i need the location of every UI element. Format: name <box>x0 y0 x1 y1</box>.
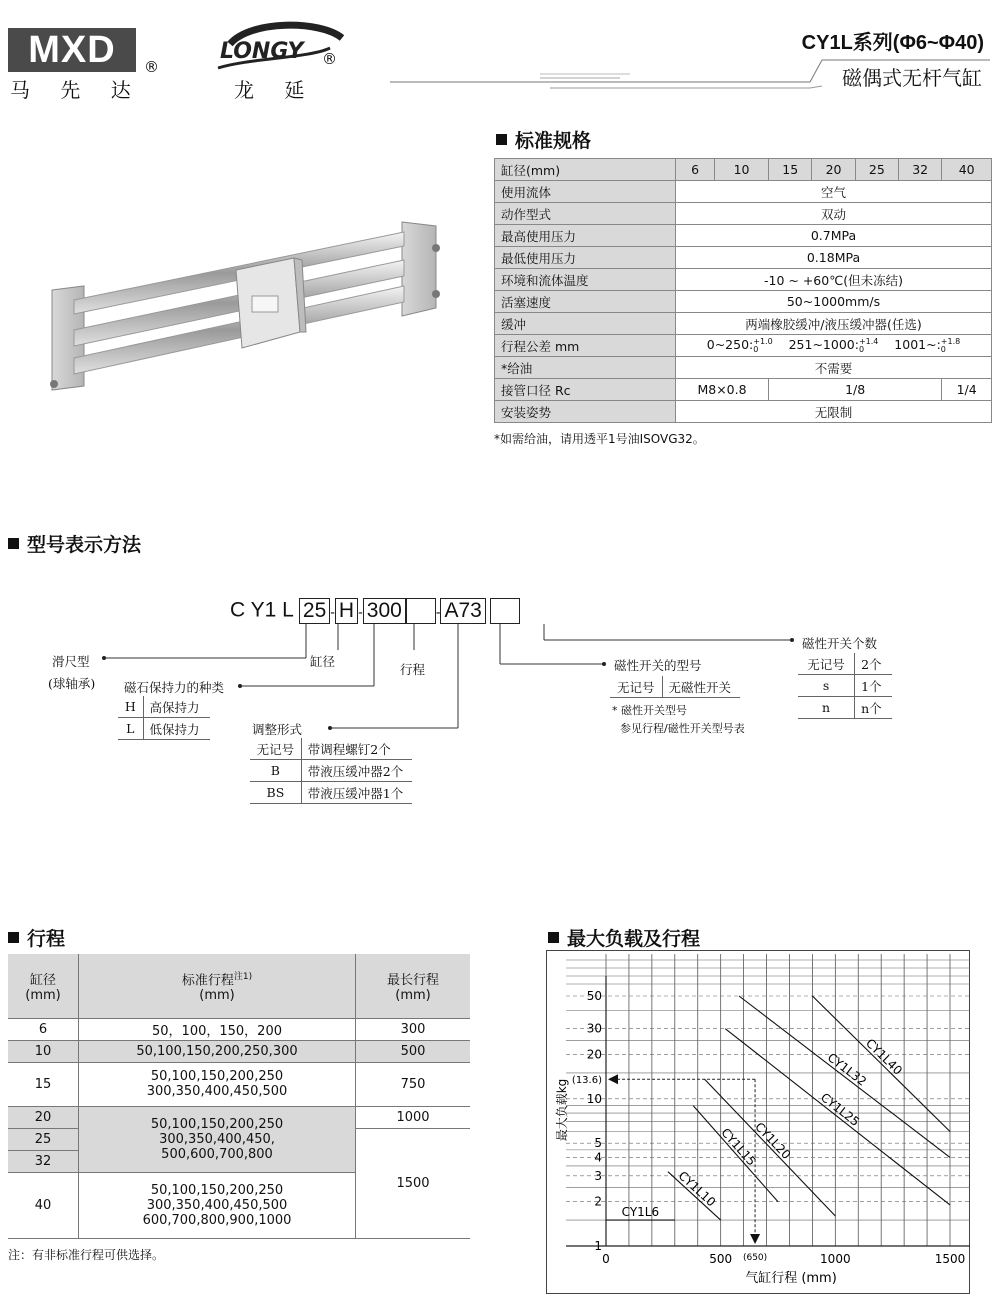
stroke-footnote: 注：有非标准行程可供选择。 <box>8 1248 165 1262</box>
y-tick-label: 10 <box>586 1091 602 1106</box>
magnet-options-table <box>118 696 210 740</box>
spec-heading: 标准规格 <box>496 126 591 153</box>
heading-square-icon <box>496 134 507 145</box>
bore-value: 32 <box>898 159 941 181</box>
mxd-logo: MXD <box>8 28 136 72</box>
spec-label: 活塞速度 <box>495 291 676 313</box>
spec-value: 空气 <box>676 181 992 203</box>
spec-value: 不需要 <box>676 357 992 379</box>
table-row: 无记号 2个 <box>798 653 892 675</box>
mxd-registered-mark: ® <box>144 58 159 76</box>
spec-value: 50~1000mm/s <box>676 291 992 313</box>
annotation-label: (13.6) <box>571 1075 602 1087</box>
bore-value: 25 <box>855 159 898 181</box>
chart-x-label: 气缸行程 (mm) <box>745 1271 837 1286</box>
y-tick-label: 1 <box>594 1239 602 1253</box>
x-tick-label: 1000 <box>820 1252 851 1266</box>
table-row: n n个 <box>798 697 892 719</box>
series-label: CY1L25 <box>818 1090 863 1130</box>
table-row <box>495 335 992 357</box>
adjust-title: 调整形式 <box>252 722 303 737</box>
series-label: CY1L32 <box>824 1050 870 1089</box>
std-cell: 50,100,150,200,250 300,350,400,450, 500,600,700,800 <box>79 1106 356 1172</box>
bore-value: 15 <box>769 159 812 181</box>
table-row <box>495 401 992 423</box>
bore-cell: 25 <box>8 1128 79 1150</box>
spec-value: 1/8 <box>769 379 942 401</box>
table-row <box>495 225 992 247</box>
max-cell: 750 <box>356 1062 471 1106</box>
switch-note: * 磁性开关型号 <box>612 704 687 717</box>
std-cell: 50,100,150,200,250,300 <box>79 1040 356 1062</box>
table-row <box>495 291 992 313</box>
table-row <box>495 203 992 225</box>
spec-table <box>494 158 992 423</box>
longy-name: 龙 延 <box>234 78 317 102</box>
spec-label: 接管口径 Rc <box>495 379 676 401</box>
bore-cell: 10 <box>8 1040 79 1062</box>
model-code: C Y1 L 25 - H - 300 - A73 <box>230 598 520 624</box>
label-bore: 缸径 <box>310 654 336 669</box>
y-tick-label: 3 <box>594 1168 602 1183</box>
y-tick-label: 4 <box>594 1150 602 1165</box>
bore-value: 20 <box>812 159 855 181</box>
label-stroke: 行程 <box>400 662 426 677</box>
switch-options-table <box>610 676 740 698</box>
stroke-table <box>8 954 470 1239</box>
table-row <box>8 1106 470 1128</box>
table-row <box>8 954 470 1018</box>
spec-label: 环境和流体温度 <box>495 269 676 291</box>
heading-square-icon <box>548 932 559 943</box>
table-row <box>8 1018 470 1040</box>
arrow-down-icon <box>750 1234 760 1244</box>
table-row <box>495 357 992 379</box>
series-subtitle: 磁偶式无杆气缸 <box>842 66 982 90</box>
count-title: 磁性开关个数 <box>802 636 878 651</box>
std-cell: 50，100，150，200 <box>79 1018 356 1040</box>
spec-label: 缓冲 <box>495 313 676 335</box>
table-row <box>8 1040 470 1062</box>
y-tick-label: 2 <box>594 1194 602 1209</box>
annotation-label: (650) <box>742 1253 768 1263</box>
series-label: CY1L10 <box>675 1168 719 1210</box>
spec-value: 无限制 <box>676 401 992 423</box>
x-tick-label: 1500 <box>934 1252 966 1266</box>
bore-cell: 6 <box>8 1018 79 1040</box>
col-max-header: 最长行程 (mm) <box>356 954 471 1018</box>
y-tick-label: 5 <box>594 1136 602 1151</box>
load-chart-heading: 最大负载及行程 <box>548 924 700 951</box>
table-row: s 1个 <box>798 675 892 697</box>
switch-title: 磁性开关的型号 <box>614 658 702 673</box>
switch-note-ref: 参见行程/磁性开关型号表 <box>620 722 745 735</box>
model-magnet-box: H <box>335 598 358 624</box>
spec-value: 0.18MPa <box>676 247 992 269</box>
chart-grid <box>566 954 970 1246</box>
mxd-name: 马 先 达 <box>10 78 143 102</box>
spec-value: 双动 <box>676 203 992 225</box>
y-tick-label: 20 <box>586 1047 602 1062</box>
x-tick-label: 500 <box>709 1252 733 1266</box>
longy-logo-text: LONGY <box>220 39 304 64</box>
table-row <box>8 1062 470 1106</box>
magnet-title: 磁石保持力的种类 <box>124 680 225 695</box>
bore-label: 缸径(mm) <box>495 159 676 181</box>
bore-cell: 15 <box>8 1062 79 1106</box>
spec-label: 安装姿势 <box>495 401 676 423</box>
std-cell: 50,100,150,200,250 300,350,400,450,500 600,700,800,900,1000 <box>79 1172 356 1238</box>
table-row <box>495 269 992 291</box>
table-row <box>495 181 992 203</box>
max-cell: 1500 <box>356 1128 471 1238</box>
tolerance-value: 0~250:+1.0 0 251~1000:+1.4 0 1001~:+1.8 0 <box>676 335 992 357</box>
y-tick-label: 30 <box>586 1021 602 1036</box>
model-prefix: C Y1 L <box>230 598 294 622</box>
x-tick-label: 0 <box>602 1252 610 1266</box>
table-row <box>495 379 992 401</box>
arrow-left-icon <box>608 1074 618 1084</box>
table-row: B 带液压缓冲器2个 <box>250 760 412 782</box>
table-row: L 低保持力 <box>118 718 210 740</box>
max-cell: 500 <box>356 1040 471 1062</box>
spec-label: 行程公差 mm <box>495 335 676 357</box>
spec-label: 最高使用压力 <box>495 225 676 247</box>
spec-label: 使用流体 <box>495 181 676 203</box>
load-stroke-chart <box>546 950 970 1294</box>
spec-value: 1/4 <box>942 379 992 401</box>
max-cell: 300 <box>356 1018 471 1040</box>
chart-marks <box>572 989 965 1266</box>
cylinder-product-image <box>44 212 444 402</box>
max-cell: 1000 <box>356 1106 471 1128</box>
bore-cell: 40 <box>8 1172 79 1238</box>
model-stroke-box: 300 <box>363 598 406 624</box>
chart-y-label: 最大负载kg <box>555 1078 569 1142</box>
spec-footnote: *如需给油，请用透平1号油ISOVG32。 <box>494 432 705 446</box>
y-tick-label: 50 <box>586 989 602 1003</box>
heading-square-icon <box>8 538 19 549</box>
bore-value: 10 <box>715 159 769 181</box>
chart-frame <box>547 951 970 1294</box>
bore-value: 6 <box>676 159 715 181</box>
series-label: CY1L20 <box>752 1119 794 1162</box>
spec-label: *给油 <box>495 357 676 379</box>
table-row: H 高保持力 <box>118 696 210 718</box>
label-slide-type: 滑尺型 <box>52 654 90 669</box>
model-bore-box: 25 <box>299 598 330 624</box>
model-switch-box: A73 <box>440 598 485 624</box>
spec-label: 动作型式 <box>495 203 676 225</box>
col-bore-header: 缸径 (mm) <box>8 954 79 1018</box>
model-heading: 型号表示方法 <box>8 530 141 557</box>
spec-value: 两端橡胶缓冲/液压缓冲器(任选) <box>676 313 992 335</box>
bore-value: 40 <box>942 159 992 181</box>
bore-cell: 20 <box>8 1106 79 1128</box>
series-label: CY1L6 <box>621 1205 660 1220</box>
table-row <box>495 159 992 181</box>
label-ball-bearing: (球轴承) <box>48 676 96 691</box>
adjust-options-table <box>250 738 412 804</box>
spec-value: -10 ~ +60℃(但未冻结) <box>676 269 992 291</box>
table-row: BS 带液压缓冲器1个 <box>250 782 412 804</box>
spec-value: 0.7MPa <box>676 225 992 247</box>
series-label: CY1L40 <box>863 1036 905 1078</box>
std-cell: 50,100,150,200,250 300,350,400,450,500 <box>79 1062 356 1106</box>
table-row <box>495 247 992 269</box>
heading-square-icon <box>8 932 19 943</box>
bore-cell: 32 <box>8 1150 79 1172</box>
table-row: 无记号 带调程螺钉2个 <box>250 738 412 760</box>
stroke-heading: 行程 <box>8 924 65 951</box>
series-title: CY1L系列(Φ6~Φ40) <box>801 32 984 54</box>
series-label: CY1L15 <box>718 1125 759 1169</box>
longy-registered-mark: ® <box>322 50 337 68</box>
table-row: 无记号 无磁性开关 <box>610 676 740 698</box>
spec-label: 最低使用压力 <box>495 247 676 269</box>
count-options-table <box>798 653 892 719</box>
table-row <box>495 313 992 335</box>
col-std-header: 标准行程$^{注1)}$ (mm) <box>79 954 356 1018</box>
spec-value: M8×0.8 <box>676 379 769 401</box>
